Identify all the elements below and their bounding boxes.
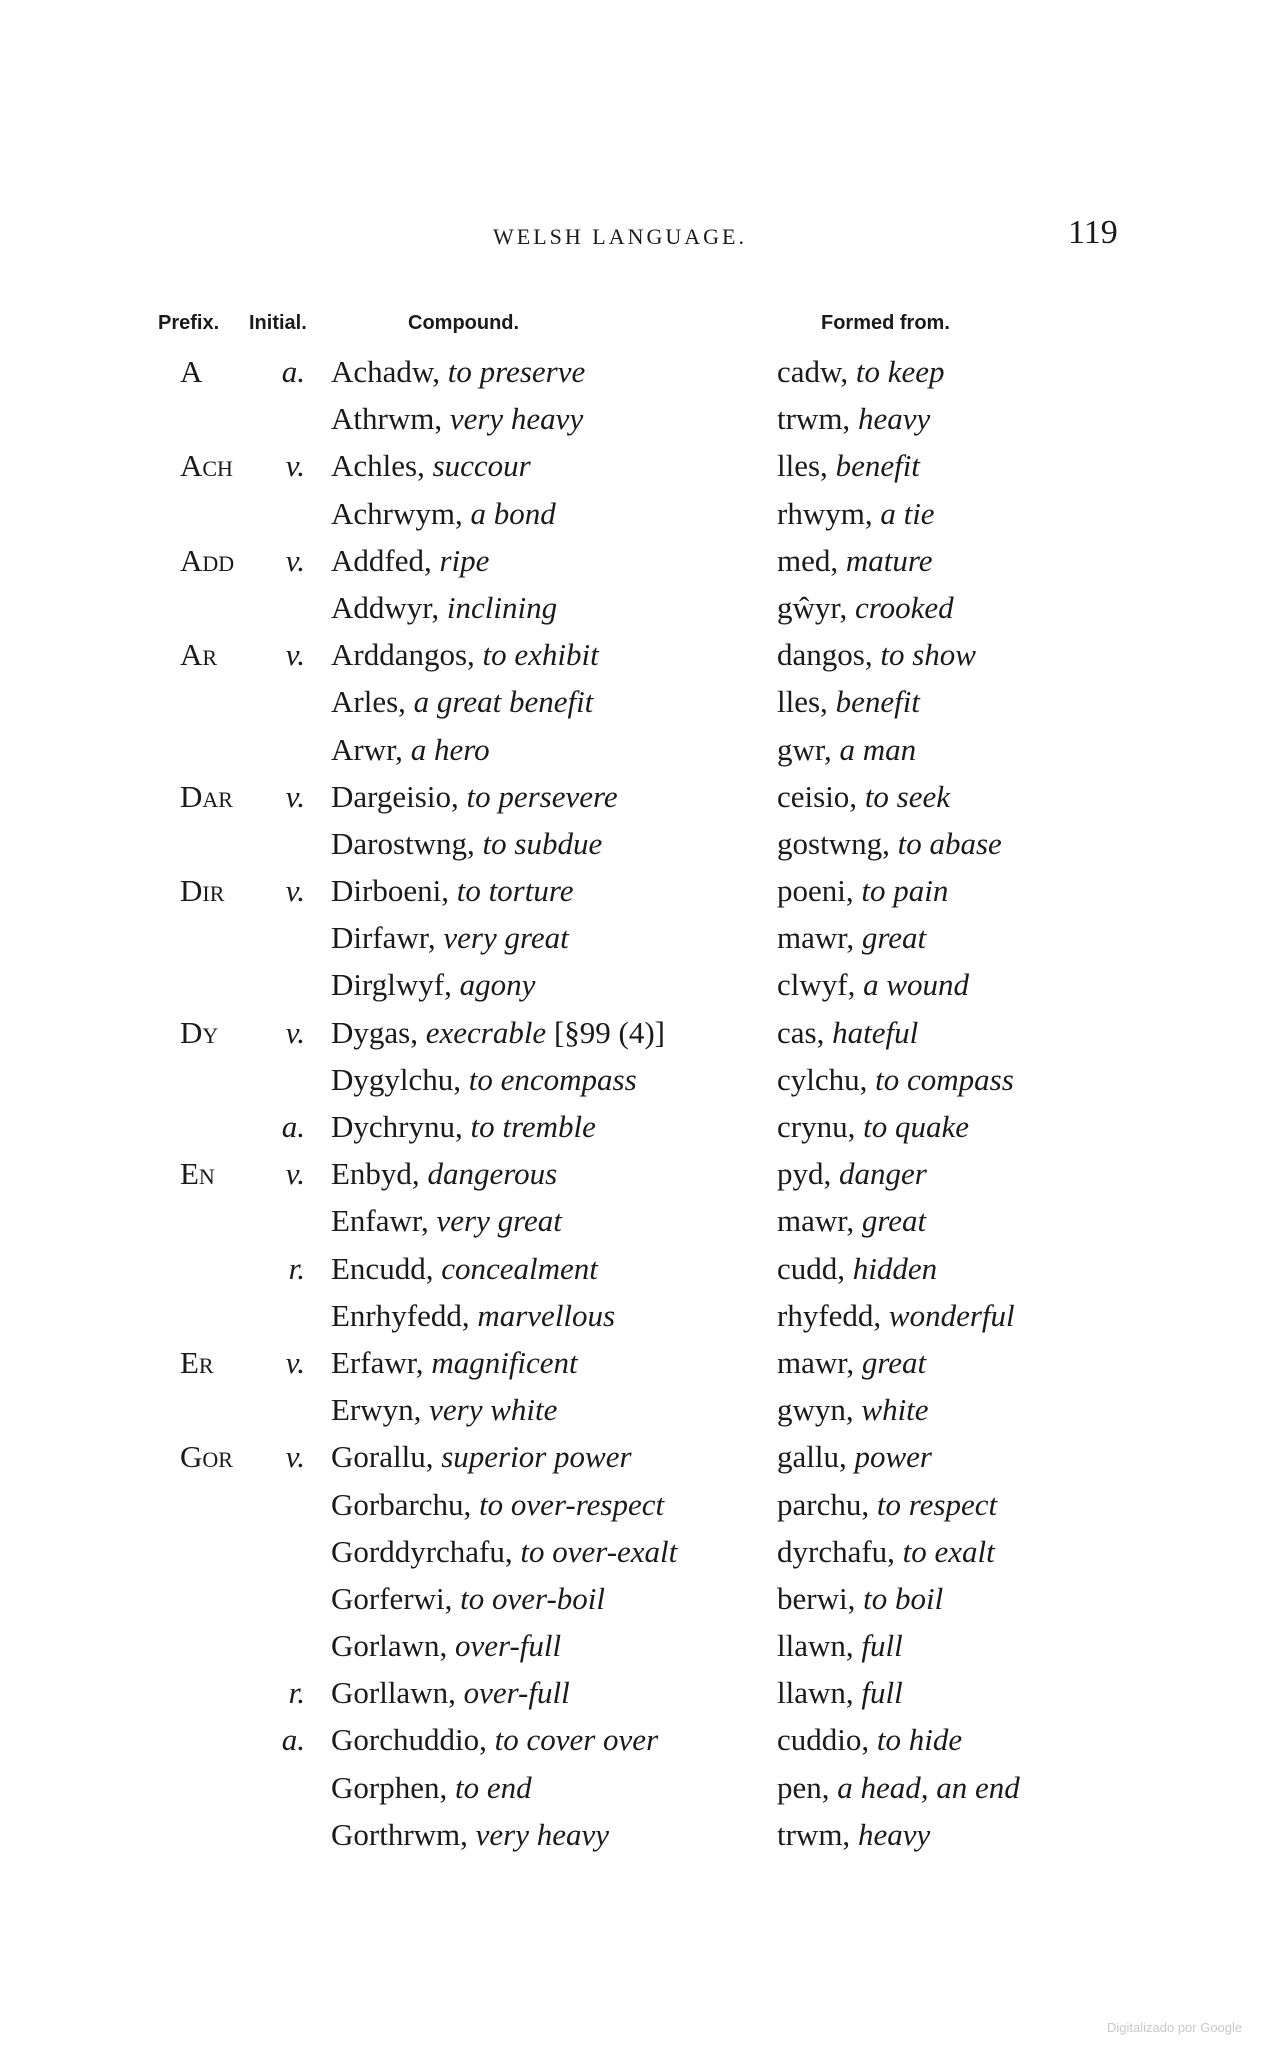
formed-gloss: heavy bbox=[857, 401, 931, 437]
compound: Achrwym, bbox=[331, 495, 463, 531]
prefix-cell bbox=[180, 537, 234, 584]
prefix: Ar bbox=[180, 637, 218, 673]
initial: a. bbox=[281, 1722, 305, 1758]
formed-gloss: great bbox=[861, 920, 927, 956]
compound: Dirglwyf, bbox=[331, 967, 452, 1003]
initial-cell bbox=[265, 1433, 305, 1480]
formed: rhwym, bbox=[777, 495, 873, 531]
compound: Gorallu, bbox=[331, 1439, 434, 1475]
formed: mawr, bbox=[777, 920, 855, 956]
formed: berwi, bbox=[777, 1580, 856, 1616]
formed-from-cell bbox=[777, 395, 930, 442]
formed-gloss: a wound bbox=[863, 967, 970, 1003]
prefix: Ach bbox=[180, 448, 233, 484]
formed-from-cell bbox=[777, 1386, 929, 1433]
formed-from-cell bbox=[777, 820, 1002, 867]
compound-gloss: to persevere bbox=[466, 778, 618, 814]
formed-gloss: great bbox=[861, 1344, 927, 1380]
initial-cell bbox=[265, 1716, 305, 1763]
prefix: En bbox=[180, 1156, 215, 1192]
formed-gloss: heavy bbox=[857, 1816, 931, 1852]
compound: Dirboeni, bbox=[331, 873, 449, 909]
compound-cell bbox=[331, 1197, 562, 1244]
compound-cell bbox=[331, 1292, 615, 1339]
formed-gloss: to hide bbox=[876, 1722, 963, 1758]
formed-gloss: to seek bbox=[864, 778, 951, 814]
compound-gloss: ripe bbox=[439, 542, 490, 578]
table-row bbox=[0, 914, 1280, 961]
prefix-cell bbox=[180, 773, 233, 820]
formed: crynu, bbox=[777, 1109, 856, 1144]
compound-cell bbox=[331, 490, 556, 537]
table-row bbox=[0, 678, 1280, 725]
formed: med, bbox=[777, 542, 839, 578]
formed-from-cell bbox=[777, 442, 920, 489]
formed-from-cell bbox=[777, 678, 920, 725]
formed-from-cell bbox=[777, 1811, 930, 1858]
compound: Enrhyfedd, bbox=[331, 1297, 470, 1333]
column-header-prefix: Prefix. bbox=[158, 312, 220, 334]
formed: gŵyr, bbox=[777, 589, 848, 625]
compound-cell bbox=[331, 1669, 570, 1716]
compound: Dygas, bbox=[331, 1014, 418, 1050]
formed: gallu, bbox=[777, 1439, 847, 1475]
formed: clwyf, bbox=[777, 967, 856, 1003]
formed-from-cell bbox=[777, 584, 954, 631]
formed: mawr, bbox=[777, 1344, 855, 1380]
compound-gloss: a great benefit bbox=[413, 684, 594, 720]
formed-from-cell bbox=[777, 348, 945, 395]
formed-from-cell bbox=[777, 1716, 962, 1763]
column-header-formed-from: Formed from. bbox=[821, 312, 950, 334]
column-header-compound: Compound. bbox=[408, 312, 520, 334]
formed: cuddio, bbox=[777, 1722, 870, 1758]
table-row bbox=[0, 1386, 1280, 1433]
formed-from-cell bbox=[777, 1481, 997, 1528]
watermark: Digitalizado por Google bbox=[1107, 2020, 1243, 2035]
table-row bbox=[0, 442, 1280, 489]
compound-gloss: to encompass bbox=[468, 1061, 637, 1097]
compound-cell bbox=[331, 1009, 665, 1056]
formed-from-cell bbox=[777, 1103, 969, 1150]
table-row bbox=[0, 584, 1280, 631]
table-row bbox=[0, 1009, 1280, 1056]
formed: lles, bbox=[777, 448, 828, 484]
formed: cylchu, bbox=[777, 1061, 868, 1097]
compound-gloss: to subdue bbox=[482, 825, 603, 861]
compound-gloss: execrable bbox=[425, 1014, 547, 1050]
compound: Achadw, bbox=[331, 354, 441, 389]
formed-from-cell bbox=[777, 1764, 1020, 1811]
compound-gloss: a bond bbox=[470, 495, 556, 531]
formed-gloss: power bbox=[854, 1439, 932, 1475]
compound-ref: [§99 (4)] bbox=[553, 1014, 665, 1050]
formed: poeni, bbox=[777, 873, 854, 909]
table-row bbox=[0, 395, 1280, 442]
initial: v. bbox=[285, 637, 305, 673]
compound: Arles, bbox=[331, 684, 406, 720]
running-title: WELSH LANGUAGE. bbox=[493, 224, 747, 249]
compound-gloss: very great bbox=[436, 1203, 562, 1239]
compound-cell bbox=[331, 1433, 632, 1480]
table-row bbox=[0, 1716, 1280, 1763]
initial: v. bbox=[285, 1156, 305, 1192]
compound-gloss: marvellous bbox=[477, 1297, 616, 1333]
compound-cell bbox=[331, 1764, 532, 1811]
initial: r. bbox=[288, 1675, 305, 1711]
table-row bbox=[0, 1622, 1280, 1669]
table-row bbox=[0, 961, 1280, 1008]
initial: v. bbox=[285, 1439, 305, 1475]
formed-from-cell bbox=[777, 726, 916, 773]
initial: v. bbox=[285, 1014, 305, 1050]
compound-gloss: very heavy bbox=[475, 1816, 610, 1852]
formed-from-cell bbox=[777, 1009, 918, 1056]
compound-cell bbox=[331, 1716, 658, 1763]
compound-cell bbox=[331, 1056, 637, 1103]
table-row bbox=[0, 1811, 1280, 1858]
compound-gloss: to torture bbox=[456, 873, 574, 909]
formed: ceisio, bbox=[777, 778, 858, 814]
compound-cell bbox=[331, 773, 618, 820]
formed-from-cell bbox=[777, 1528, 995, 1575]
compound-gloss: superior power bbox=[441, 1439, 632, 1475]
table-row bbox=[0, 1528, 1280, 1575]
compound: Encudd, bbox=[331, 1250, 434, 1286]
prefix: Dir bbox=[180, 873, 225, 909]
formed-gloss: to pain bbox=[861, 873, 949, 909]
table-row bbox=[0, 867, 1280, 914]
compound-cell bbox=[331, 961, 535, 1008]
initial-cell bbox=[265, 631, 305, 678]
compound: Dychrynu, bbox=[331, 1109, 463, 1144]
formed-from-cell bbox=[777, 773, 950, 820]
initial: r. bbox=[288, 1250, 305, 1286]
compound: Athrwm, bbox=[331, 401, 443, 437]
table-row bbox=[0, 1481, 1280, 1528]
table-row bbox=[0, 1433, 1280, 1480]
compound-gloss: to cover over bbox=[494, 1722, 659, 1758]
compound-cell bbox=[331, 1386, 557, 1433]
compound: Enbyd, bbox=[331, 1156, 420, 1192]
compound-cell bbox=[331, 537, 489, 584]
table-row bbox=[0, 348, 1280, 395]
table-row bbox=[0, 1764, 1280, 1811]
formed-gloss: white bbox=[861, 1392, 929, 1428]
table-row bbox=[0, 820, 1280, 867]
prefix-cell bbox=[180, 631, 217, 678]
compound: Gorferwi, bbox=[331, 1580, 453, 1616]
formed-from-cell bbox=[777, 1433, 932, 1480]
initial-cell bbox=[265, 867, 305, 914]
initial-cell bbox=[265, 537, 305, 584]
compound-cell bbox=[331, 1150, 557, 1197]
formed: rhyfedd, bbox=[777, 1297, 882, 1333]
prefix-cell bbox=[180, 1009, 218, 1056]
compound-cell bbox=[331, 1103, 596, 1150]
formed-from-cell bbox=[777, 1669, 903, 1716]
compound-gloss: to over-exalt bbox=[520, 1533, 678, 1569]
prefix-cell bbox=[180, 1150, 215, 1197]
formed-from-cell bbox=[777, 867, 948, 914]
compound: Gorlawn, bbox=[331, 1628, 448, 1664]
table-row bbox=[0, 726, 1280, 773]
formed-gloss: full bbox=[861, 1628, 903, 1664]
formed: dyrchafu, bbox=[777, 1533, 895, 1569]
formed-from-cell bbox=[777, 1575, 943, 1622]
table-row bbox=[0, 773, 1280, 820]
initial: a. bbox=[281, 1109, 305, 1144]
formed-from-cell bbox=[777, 1292, 1015, 1339]
compound-cell bbox=[331, 820, 602, 867]
compound-cell bbox=[331, 1811, 609, 1858]
compound: Addfed, bbox=[331, 542, 432, 578]
formed-gloss: full bbox=[861, 1675, 903, 1711]
formed: llawn, bbox=[777, 1628, 854, 1664]
initial: v. bbox=[285, 873, 305, 909]
compound-gloss: magnificent bbox=[431, 1344, 578, 1380]
formed-gloss: to show bbox=[880, 637, 976, 673]
compound-cell bbox=[331, 1575, 605, 1622]
formed-gloss: mature bbox=[845, 542, 933, 578]
prefix-cell bbox=[180, 442, 233, 489]
compound-cell bbox=[331, 914, 569, 961]
formed-gloss: a tie bbox=[880, 495, 935, 531]
table-row bbox=[0, 537, 1280, 584]
prefix-cell bbox=[180, 1433, 233, 1480]
formed: parchu, bbox=[777, 1486, 870, 1522]
formed: llawn, bbox=[777, 1675, 854, 1711]
table-row bbox=[0, 631, 1280, 678]
initial-cell bbox=[265, 1245, 305, 1292]
compound-cell bbox=[331, 442, 531, 489]
compound-gloss: to over-boil bbox=[460, 1580, 605, 1616]
compound-gloss: very white bbox=[429, 1392, 558, 1428]
compound: Dirfawr, bbox=[331, 920, 436, 956]
compound-gloss: agony bbox=[459, 967, 536, 1003]
formed-gloss: a man bbox=[839, 731, 917, 767]
prefix: Add bbox=[180, 542, 235, 578]
prefix: Gor bbox=[180, 1439, 233, 1475]
formed: cas, bbox=[777, 1014, 825, 1050]
formed-from-cell bbox=[777, 1339, 926, 1386]
compound-gloss: to exhibit bbox=[482, 637, 599, 673]
initial: v. bbox=[285, 1344, 305, 1380]
formed-gloss: hidden bbox=[852, 1250, 938, 1286]
compound: Gorphen, bbox=[331, 1769, 448, 1805]
compound: Gorddyrchafu, bbox=[331, 1533, 513, 1569]
formed: pyd, bbox=[777, 1156, 832, 1192]
formed-gloss: to boil bbox=[863, 1580, 944, 1616]
table-row bbox=[0, 1575, 1280, 1622]
formed-from-cell bbox=[777, 1150, 927, 1197]
initial-cell bbox=[265, 1009, 305, 1056]
formed: gostwng, bbox=[777, 825, 890, 861]
initial-cell bbox=[265, 348, 305, 395]
initial: v. bbox=[285, 542, 305, 578]
compound-cell bbox=[331, 867, 574, 914]
compound-gloss: to end bbox=[454, 1769, 532, 1805]
formed-gloss: benefit bbox=[835, 448, 920, 484]
compound: Enfawr, bbox=[331, 1203, 429, 1239]
compound-cell bbox=[331, 348, 585, 395]
formed-gloss: to abase bbox=[897, 825, 1002, 861]
formed-from-cell bbox=[777, 1197, 926, 1244]
initial-cell bbox=[265, 1150, 305, 1197]
table-row bbox=[0, 1339, 1280, 1386]
formed: trwm, bbox=[777, 1816, 851, 1852]
table-row bbox=[0, 1103, 1280, 1150]
compound: Erwyn, bbox=[331, 1392, 422, 1428]
prefix: Dy bbox=[180, 1014, 219, 1050]
compound: Arwr, bbox=[331, 731, 403, 767]
compound-gloss: to over-respect bbox=[479, 1486, 665, 1522]
compound-cell bbox=[331, 1622, 561, 1669]
formed: cudd, bbox=[777, 1250, 846, 1286]
formed-from-cell bbox=[777, 914, 926, 961]
formed: lles, bbox=[777, 684, 828, 720]
initial-cell bbox=[265, 442, 305, 489]
initial-cell bbox=[265, 1669, 305, 1716]
formed-from-cell bbox=[777, 537, 933, 584]
formed-gloss: crooked bbox=[854, 589, 954, 625]
initial-cell bbox=[265, 773, 305, 820]
formed: trwm, bbox=[777, 401, 851, 437]
compound-cell bbox=[331, 1481, 664, 1528]
table-row bbox=[0, 1669, 1280, 1716]
compound-gloss: over-full bbox=[463, 1675, 570, 1711]
column-header-initial: Initial. bbox=[249, 312, 307, 334]
formed-gloss: danger bbox=[839, 1156, 927, 1192]
formed-gloss: to quake bbox=[863, 1109, 969, 1144]
compound-cell bbox=[331, 1245, 598, 1292]
compound: Dargeisio, bbox=[331, 778, 459, 814]
compound-cell bbox=[331, 631, 599, 678]
prefix-cell bbox=[180, 1339, 214, 1386]
compound: Arddangos, bbox=[331, 637, 475, 673]
compound-gloss: over-full bbox=[454, 1628, 562, 1664]
formed-gloss: hateful bbox=[832, 1014, 919, 1050]
initial: v. bbox=[285, 778, 305, 814]
compound-cell bbox=[331, 1339, 578, 1386]
formed: gwyn, bbox=[777, 1392, 854, 1428]
compound: Gorbarchu, bbox=[331, 1486, 472, 1522]
formed-gloss: benefit bbox=[835, 684, 920, 720]
table-row bbox=[0, 1197, 1280, 1244]
compound-gloss: concealment bbox=[441, 1250, 598, 1286]
page-number: 119 bbox=[1068, 214, 1118, 251]
formed: pen, bbox=[777, 1769, 830, 1805]
compound: Erfawr, bbox=[331, 1344, 424, 1380]
formed-from-cell bbox=[777, 1245, 937, 1292]
formed-from-cell bbox=[777, 961, 969, 1008]
table-row bbox=[0, 490, 1280, 537]
prefix-cell bbox=[180, 867, 224, 914]
formed-gloss: great bbox=[861, 1203, 927, 1239]
formed-from-cell bbox=[777, 1056, 1014, 1103]
compound: Gorchuddio, bbox=[331, 1722, 487, 1758]
table-row bbox=[0, 1245, 1280, 1292]
formed-gloss: to exalt bbox=[902, 1533, 995, 1569]
initial-cell bbox=[265, 1103, 305, 1150]
formed-from-cell bbox=[777, 490, 935, 537]
table-row bbox=[0, 1056, 1280, 1103]
prefix: Er bbox=[180, 1344, 214, 1380]
compound-gloss: dangerous bbox=[427, 1156, 558, 1192]
compound-gloss: a hero bbox=[410, 731, 490, 767]
compound-gloss: to tremble bbox=[470, 1109, 596, 1144]
compound: Dygylchu, bbox=[331, 1061, 462, 1097]
compound-gloss: to preserve bbox=[447, 354, 586, 389]
compound: Addwyr, bbox=[331, 589, 440, 625]
compound: Gorllawn, bbox=[331, 1675, 456, 1711]
compound-cell bbox=[331, 584, 557, 631]
initial: v. bbox=[285, 448, 305, 484]
compound-cell bbox=[331, 1528, 677, 1575]
compound-gloss: very great bbox=[443, 920, 569, 956]
prefix-cell bbox=[180, 348, 202, 395]
compound: Gorthrwm, bbox=[331, 1816, 468, 1852]
compound-gloss: very heavy bbox=[449, 401, 584, 437]
compound-cell bbox=[331, 678, 593, 725]
formed-from-cell bbox=[777, 1622, 903, 1669]
formed-gloss: a head, an end bbox=[837, 1769, 1020, 1805]
formed: gwr, bbox=[777, 731, 832, 767]
formed-gloss: wonderful bbox=[888, 1297, 1015, 1333]
formed-gloss: to respect bbox=[876, 1486, 998, 1522]
compound: Achles, bbox=[331, 448, 425, 484]
formed: cadw, bbox=[777, 354, 849, 389]
formed: mawr, bbox=[777, 1203, 855, 1239]
formed-from-cell bbox=[777, 631, 976, 678]
compound-gloss: succour bbox=[432, 448, 531, 484]
initial-cell bbox=[265, 1339, 305, 1386]
prefix: A bbox=[180, 354, 203, 389]
compound: Darostwng, bbox=[331, 825, 475, 861]
formed-gloss: to keep bbox=[855, 354, 945, 389]
table-row bbox=[0, 1292, 1280, 1339]
compound-cell bbox=[331, 726, 490, 773]
initial: a. bbox=[281, 354, 305, 389]
compounds-table bbox=[0, 348, 1280, 1858]
compound-gloss: inclining bbox=[446, 589, 558, 625]
formed: dangos, bbox=[777, 637, 873, 673]
compound-cell bbox=[331, 395, 583, 442]
prefix: Dar bbox=[180, 778, 233, 814]
formed-gloss: to compass bbox=[875, 1061, 1014, 1097]
table-row bbox=[0, 1150, 1280, 1197]
